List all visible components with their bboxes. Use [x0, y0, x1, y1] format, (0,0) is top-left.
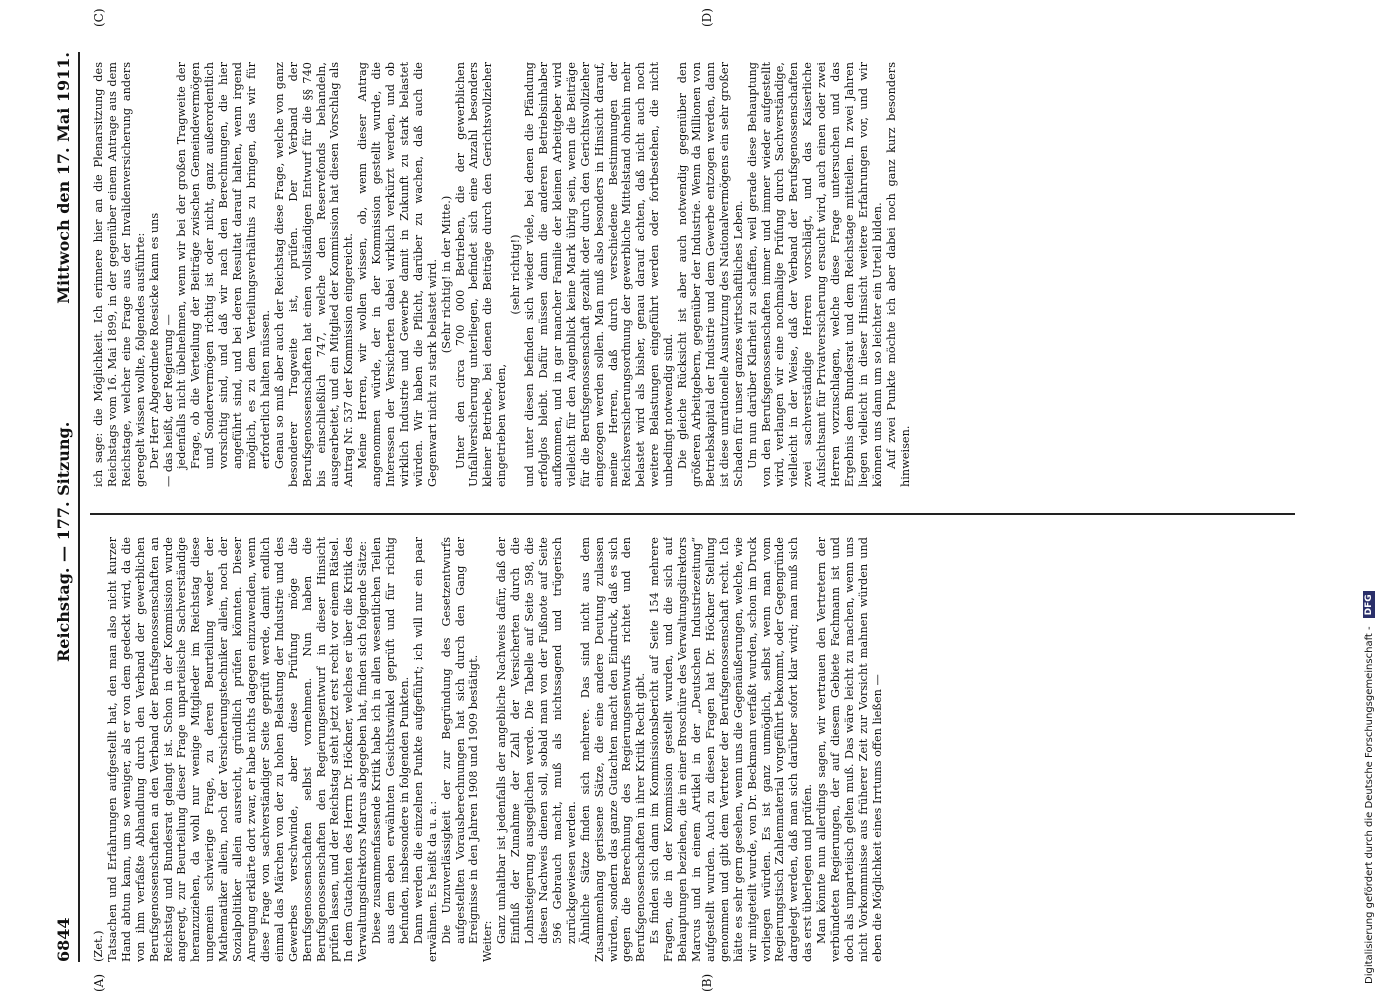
session-title: Reichstag. — 177. Sitzung.	[54, 421, 73, 662]
right-quote: Der Herr Abgeordnete Roesicke kann es uns	[147, 212, 161, 469]
left-paragraph: Es finden sich dann im Kommissionsbericht auf Seite 154 mehrere Fragen, die in der Kommission gestellt wurden, und die sich auf Behauptungen beziehen, die in einer Broschüre des Verwaltungsdirektors Marcus und in einem Artikel in der „Deutschen Industriezeitung“ aufgestellt wurden. Auch zu diesen Fragen hat Dr. Höckner Stellung genommen und gibt dem Vertreter der Berufsgenossenschaft recht. Ich hätte es sehr gern gesehen, wenn uns die Gegenäußerungen, welche, wie wir mitgeteilt wurde, von Dr. Beckmann verfaßt wurden, schon im Druck vorliegen würden. Es ist ganz unmöglich, selbst wenn man vom Regierungstisch Zahlenmaterial vorgeführt bekommt, oder Gegengründe dargelegt werden, daß man sich darüber sofort klar wird; man muß sich das erst überlegen und prüfen.	[648, 537, 815, 962]
right-quote: jedenfalls nicht übelnehmen, wenn wir bei der großen Tragweite der Frage, ob die Verteilung der Beiträge zwischen Gemeindevermögen und Sondervermögen richtig ist oder nicht, ganz außerordentlich vorsichtig sind, und daß wir nach den Berechnungen, die hier angeführt sind, und bei deren Resultat darauf halten, wenn irgend möglich, es zu dem Verteilungsverhältnis zu bringen, das wir für erforderlich halten müssen.	[175, 62, 272, 469]
column-divider	[90, 513, 1295, 515]
header-rule	[78, 52, 80, 962]
left-quote: Die Unzuverlässigkeit der zur Begründung des Gesetzentwurfs aufgestellten Vorausberechnungen hat sich durch den Gang der Ereignisse in den Jahren 1908 und 1909 bestätigt.	[439, 537, 481, 944]
right-column	[92, 62, 1292, 487]
session-date: Mittwoch den 17. Mai 1911.	[54, 52, 73, 304]
left-paragraph: Weiter:	[481, 920, 495, 962]
dfg-logo: DFG	[1363, 591, 1375, 618]
left-paragraph: Dann werden die einzelnen Punkte aufgeführt; ich will nur ein paar erwähnen. Es heißt da u. a.:	[411, 537, 439, 962]
right-paragraph: Auf zwei Punkte möchte ich aber dabei noch ganz kurz besonders hinweisen.	[884, 62, 912, 487]
right-paragraph: Um nun darüber Klarheit zu schaffen, weil gerade diese Behauptung von den Berufsgenossenschaften immer und immer wieder aufgestellt wird, verlangen wir eine nochmalige Prüfung durch Sachverständige, vielleicht in der Weise, daß der Verband der Berufsgenossenschaften zwei sachverständige Herren vorschlägt, und das Kaiserliche Aufsichtsamt für Privatversicherung ersucht wird, auch einen oder zwei Herren vorzuschlagen, welche diese Frage untersuchen und das Ergebnis dem Bundesrat und dem Reichstage mitteilen. In zwei Jahren liegen vielleicht in dieser Hinsicht weitere Erfahrungen vor, und wir können uns dann um so leichter ein Urteil bilden.	[745, 62, 884, 487]
margin-marker-d: (D)	[700, 8, 714, 27]
left-quote: Diese zusammenfassende Kritik habe ich in allen wesentlichen Teilen aus dem eben erwähnten Gesichtswinkel geprüft und für richtig befunden, insbesondere in folgenden Punkten.	[370, 537, 411, 944]
left-column	[92, 537, 1292, 962]
page-number: 6844	[54, 917, 73, 962]
page-header	[50, 52, 76, 962]
right-paragraph: ich sage: die Möglichkeit. Ich erinnere hier an die Plenarsitzung des Reichstags vom 16. Mai 1899, in der gegenüber einem Antrage aus dem Reichstage, welcher eine Frage aus der Invalidenversicherung anders geregelt wissen wollte, folgendes ausführte:	[92, 62, 147, 487]
left-paragraph: Ähnliche Sätze finden sich mehrere. Das sind nicht aus dem Zusammenhang gerissene Sätze, die eine andere Deutung zulassen würden, sondern das ganze Gutachten macht den Eindruck, daß es sich gegen die Berechnung des Regierungsentwurfs richtet und den Berufsgenossenschaften in ihrer Kritik Recht gibt.	[578, 537, 648, 962]
left-paragraph: Tatsachen und Erfahrungen aufgestellt hat, den man also nicht kurzer Hand abtun kann, um so weniger, als er von dem gedeckt wird, da die von ihm verfaßte Abhandlung durch den Verband der gewerblichen Berufsgenossenschaften an den Verband der Berufsgenossenschaften an Reichstag und Bundesrat gelangt ist. Schon in der Kommission wurde angeregt, zur Beurteilung dieser Frage unparteiische Sachverständige heranzuziehen, da wohl nur wenige Mitglieder im Reichstag diese ungemein schwierige Frage, zu deren Beurteilung weder der Mathematiker allein, noch der Versicherungstechniker allein, noch der Sozialpolitiker allein ausreicht, gründlich prüfen könnten. Dieser Anregung erklärte dort zwar, er habe nichts dagegen einzuwenden, wenn diese Frage von sachverständiger Seite geprüft werde, damit endlich einmal das Märchen von der zu hohen Belastung der Industrie und des Gewerbes verschwinde, aber diese Prüfung möge die Berufsgenossenschaften selbst vornehmen. Nun haben die Berufsgenossenschaften den Regierungsentwurf in dieser Hinsicht prüfen lassen, und der Reichstag steht jetzt erst recht vor einem Rätsel. In dem Gutachten des Herrn Dr. Höckner, welches er über die Kritik des Verwaltungsdirektors Marcus abgegeben hat, finden sich folgende Sätze:	[105, 537, 370, 962]
margin-marker-b: (B)	[700, 973, 714, 992]
digitization-text: Digitalisierung gefördert durch die Deutsche Forschungsgemeinschaft -	[1363, 626, 1375, 984]
interjection: (Sehr richtig! in der Mitte.)	[439, 195, 453, 354]
left-paragraph: (Zet.)	[92, 930, 105, 962]
margin-marker-c: (C)	[92, 8, 106, 27]
right-paragraph: Unter den circa 700 000 Betrieben, die der gewerblichen Unfallversicherung unterliegen, befindet sich eine Anzahl besonders kleiner Betriebe, bei denen die Beiträge durch den Gerichtsvollzieher eingetrieben werden,	[453, 62, 509, 487]
right-paragraph: Meine Herren, wir wollen wissen, ob, wenn dieser Antrag angenommen würde, der in der Kommission gestellt wurde, die Interessen der Versicherten dabei wirklich verkürzt werden, und ob wirklich Industrie und Gewerbe damit in Zukunft zu stark belastet würden. Wir haben die Pflicht, darüber zu wachen, daß auch die Gegenwart nicht zu stark belastet wird.	[356, 62, 439, 487]
right-paragraph: Genau so muß aber auch der Reichstag diese Frage, welche von ganz besonderer Tragweite ist, prüfen. Der Verband der Berufsgenossenschaften hat einen vollständigen Entwurf für die §§ 740 bis einschließlich 747, welche den Reservefonds behandeln, ausgearbeitet, und ein Mitglied der Kommission hat diesen Vorschlag als Antrag Nr. 537 der Kommission eingereicht.	[272, 62, 356, 487]
interjection: (sehr richtig!)	[509, 234, 523, 315]
right-paragraph: und unter diesen befinden sich wieder viele, bei denen die Pfändung erfolglos bleibt. Dafür müssen dann die anderen Betriebsinhaber aufkommen, und in gar mancher Familie der kleinen Arbeitgeber wird vielleicht für den Augenblick keine Mark übrig sein, wenn die Beiträge für die Berufsgenossenschaft gezahlt oder durch den Gerichtsvollzieher eingezogen werden sollen. Man muß also besonders in Hinsicht darauf, meine Herren, daß durch verschiedene Bestimmungen der Reichsversicherungsordnung der gewerbliche Mittelstand ohnehin mehr belastet wird als bisher, genau darauf achten, daß nicht auch noch weitere Belastungen eingeführt werden oder fortbestehen, die nicht unbedingt notwendig sind.	[523, 62, 676, 487]
left-quote: Ganz unhaltbar ist jedenfalls der angebliche Nachweis dafür, daß der Einfluß der Zunahme der Zahl der Versicherten durch die Lohnsteigerung ausgeglichen werde. Die Tabelle auf Seite 598, die diesen Nachweis dienen soll, sobald man von der Fußnote auf Seite 596 Gebrauch macht, muß als nichtssagend und trügerisch zurückgewiesen werden.	[495, 537, 578, 944]
newspaper-page	[50, 8, 1305, 992]
digitization-note	[1358, 24, 1380, 984]
left-paragraph: Man könnte nun allerdings sagen, wir vertrauen den Vertretern der verbündeten Regierungen, der auf diesem Gebiete Fachmann ist und doch als unparteiisch gelten muß. Das wäre leicht zu machen, wenn uns nicht Vorkommnisse aus früherer Zeit zur Vorsicht mahnen würden und eben die Möglichkeit eines Irrtums offen ließen —	[815, 537, 884, 962]
right-paragraph: Die gleiche Rücksicht ist aber auch notwendig gegenüber den größeren Arbeitgebern, gegenüber der Industrie. Wenn da Millionen von Betriebskapital der Industrie und dem Gewerbe entzogen werden, dann ist diese unrationelle Ausnutzung des Nationalvermögens ein sehr großer Schaden für unser ganzes wirtschaftliches Leben.	[676, 62, 745, 487]
right-paragraph: — das heißt, der Regierung —	[161, 314, 175, 487]
margin-marker-a: (A)	[92, 973, 106, 992]
